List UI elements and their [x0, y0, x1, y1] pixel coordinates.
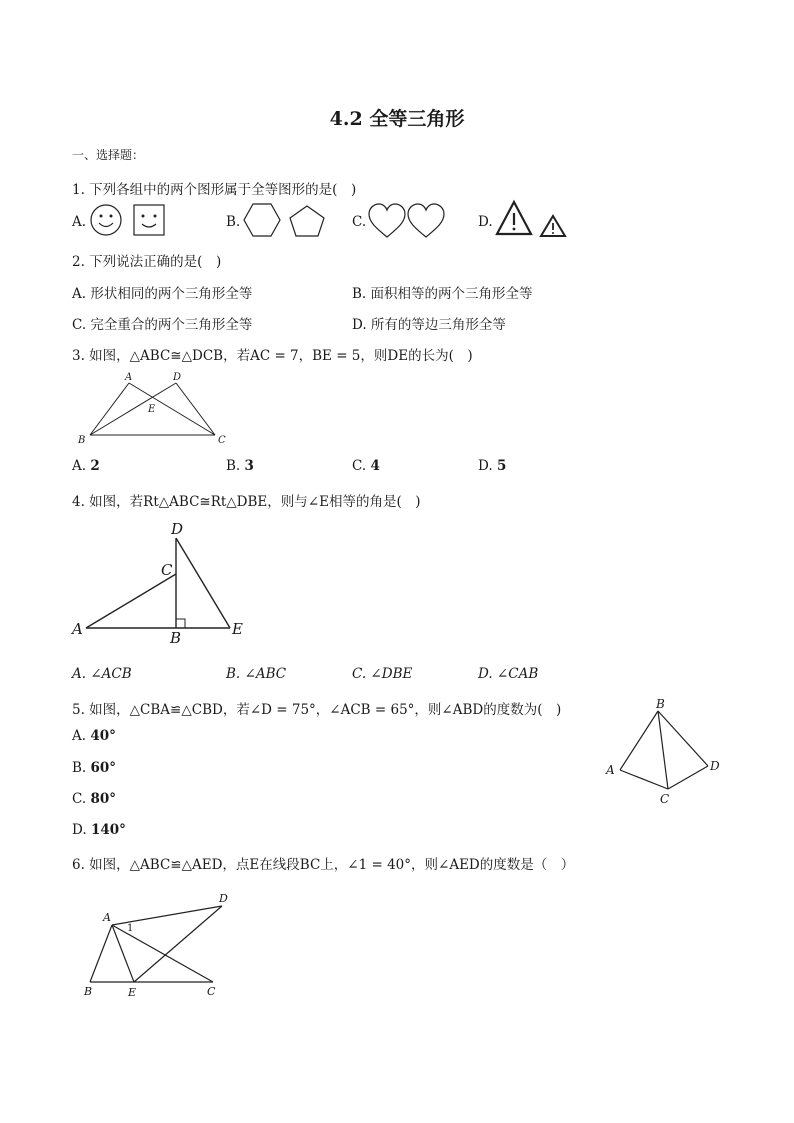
- q2-option-a: A. 形状相同的两个三角形全等: [72, 286, 253, 302]
- q3-option-c: C. 4: [352, 458, 380, 474]
- question-1-stem: 1. 下列各组中的两个图形属于全等图形的是( ): [72, 182, 357, 198]
- q4-figure: [70, 518, 250, 648]
- hearts-icon: [368, 203, 448, 239]
- q1-option-a: A.: [72, 214, 87, 230]
- q5-label-a: A: [606, 763, 615, 777]
- q2-option-c: C. 完全重合的两个三角形全等: [72, 317, 253, 333]
- q5-option-d: D. 140°: [72, 822, 126, 838]
- q4-option-a: A. ∠ACB: [72, 666, 132, 682]
- q4-label-c: C: [161, 561, 173, 579]
- page-title: 4.2 全等三角形: [329, 108, 465, 130]
- q6-label-b: B: [84, 985, 93, 998]
- warning-triangles-icon: [496, 200, 570, 240]
- q5-option-c: C. 80°: [72, 791, 116, 807]
- q4-option-d: D. ∠CAB: [478, 666, 539, 682]
- q5-label-b: B: [656, 697, 665, 711]
- q5-label-d: D: [710, 759, 720, 773]
- q5-label-c: C: [660, 792, 670, 806]
- q3-label-c: C: [218, 435, 226, 446]
- q6-label-a: A: [103, 911, 111, 924]
- q6-figure: [78, 888, 248, 1000]
- q5-option-a: A. 40°: [72, 728, 116, 744]
- q3-option-b: B. 3: [226, 458, 254, 474]
- hexagon-pentagon-icon: [243, 202, 327, 238]
- q6-label-angle-1: 1: [127, 923, 134, 934]
- q5-figure: [600, 694, 730, 809]
- q4-label-a: A: [72, 620, 83, 638]
- q5-option-b: B. 60°: [72, 760, 117, 776]
- smiley-faces-icon: [90, 202, 170, 238]
- q3-option-a: A. 2: [72, 458, 100, 474]
- q3-label-b: B: [78, 435, 86, 446]
- q1-option-c: C.: [352, 214, 367, 230]
- q6-label-d: D: [219, 892, 228, 905]
- q4-option-c: C. ∠DBE: [352, 666, 413, 682]
- q1-option-d: D.: [478, 214, 493, 230]
- section-heading: 一、选择题：: [72, 148, 145, 162]
- q4-option-b: B. ∠ABC: [226, 666, 287, 682]
- question-5-stem: 5. 如图，△CBA≌△CBD，若∠D = 75°，∠ACB = 65°，则∠ABD的度数为( ): [72, 702, 562, 718]
- question-4-stem: 4. 如图，若Rt△ABC≅Rt△DBE，则与∠E相等的角是( ): [72, 494, 421, 510]
- q6-label-c: C: [207, 985, 216, 998]
- question-2-stem: 2. 下列说法正确的是( ): [72, 254, 222, 270]
- q3-label-a: A: [125, 372, 133, 383]
- q2-option-d: D. 所有的等边三角形全等: [352, 317, 506, 333]
- q6-label-e: E: [128, 986, 137, 999]
- q3-figure: [72, 368, 242, 450]
- question-6-stem: 6. 如图，△ABC≌△AED，点E在线段BC上，∠1 = 40°，则∠AED的度数是（ ）: [72, 857, 575, 873]
- q4-label-b: B: [170, 629, 182, 647]
- q3-label-d: D: [173, 372, 182, 383]
- q2-option-b: B. 面积相等的两个三角形全等: [352, 286, 533, 302]
- q1-option-b: B.: [226, 214, 241, 230]
- q3-label-e: E: [148, 404, 156, 415]
- q4-label-d: D: [171, 520, 184, 538]
- q4-label-e: E: [232, 620, 243, 638]
- q3-option-d: D. 5: [478, 458, 507, 474]
- question-3-stem: 3. 如图，△ABC≅△DCB，若AC = 7，BE = 5，则DE的长为( ): [72, 348, 473, 364]
